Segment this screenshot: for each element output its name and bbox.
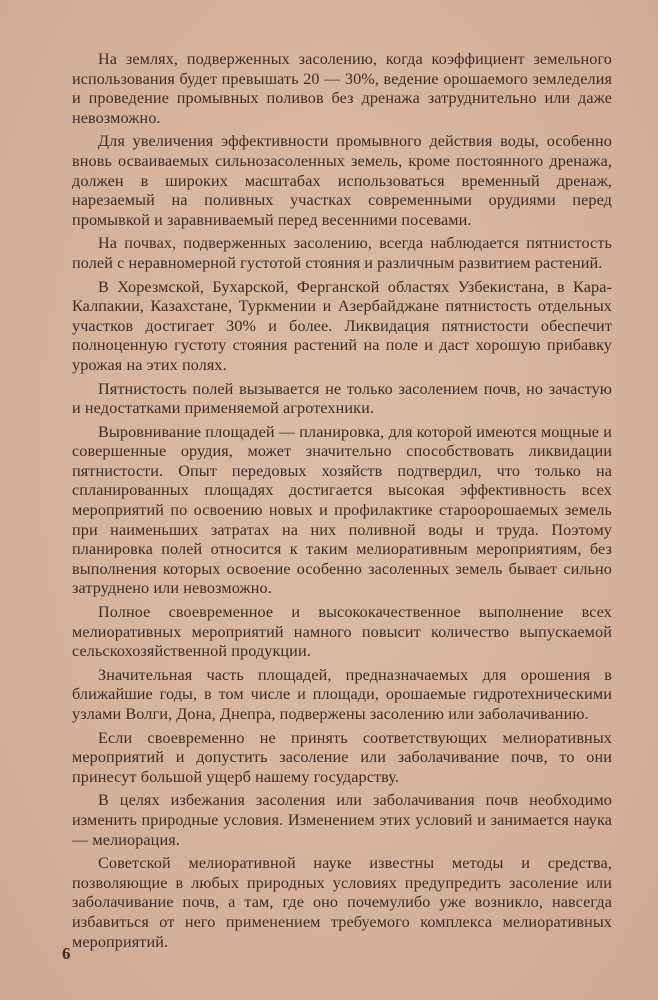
body-text bbox=[72, 50, 612, 952]
paragraph-2: Для увеличения эффективности промывного действия воды, особенно вновь осваиваемых сильнозасоленных земель, кроме постоянного дренажа, должен в широких масштабах использоваться временный дренаж, нарезаемый на поливных участках современными орудиями перед промывкой и заравниваемый перед весенними посевами. bbox=[72, 132, 612, 229]
paragraph-6: Выровнивание площадей — планировка, для которой имеются мощные и совершенные орудия, может значительно способствовать ликвидации пятнистости. Опыт передовых хозяйств подтвердил, что только на спланированных площадях достигается высокая эффективность всех мероприятий по освоению новых и профилактике староорошаемых земель при наименьших затратах на них поливной воды и труда. Поэтому планировка полей относится к таким мелиоративным мероприятиям, без выполнения которых освоение особенно засоленных земель бывает сильно затруднено или невозможно. bbox=[72, 422, 612, 598]
paragraph-4: В Хорезмской, Бухарской, Ферганской областях Узбекистана, в Кара-Калпакии, Казахстане, Туркмении и Азербайджане пятнистость отдельных участков достигает 30% и более. Ликвидация пятнистости обеспечит полноценную густоту стояния растений на поле и даст хорошую прибавку урожая на этих полях. bbox=[72, 277, 612, 374]
paragraph-9: Если своевременно не принять соответствующих мелиоративных мероприятий и допустить засоление или заболачивание почв, то они принесут большой ущерб нашему государству. bbox=[72, 728, 612, 786]
paragraph-3: На почвах, подверженных засолению, всегда наблюдается пятнистость полей с неравномерной густотой стояния и различным развитием растений. bbox=[72, 234, 612, 272]
paragraph-1: На землях, подверженных засолению, когда коэффициент земельного использования будет превышать 20 — 30%, ведение орошаемого земледелия и проведение промывных поливов без дренажа затруднительно или даже невозможно. bbox=[72, 50, 612, 127]
paragraph-11: Советской мелиоративной науке известны методы и средства, позволяющие в любых природных условиях предупредить засоление или заболачивание почв, а там, где оно почемулибо уже возникло, навсегда избавиться от него применением требуемого комплекса мелиоративных мероприятий. bbox=[72, 854, 612, 951]
paragraph-8: Значительная часть площадей, предназначаемых для орошения в ближайшие годы, в том числе и площади, орошаемые гидротехническими узлами Волги, Дона, Днепра, подвержены засолению или заболачиванию. bbox=[72, 665, 612, 723]
paragraph-5: Пятнистость полей вызывается не только засолением почв, но зачастую и недостатками применяемой агротехники. bbox=[72, 379, 612, 418]
paragraph-7: Полное своевременное и высококачественное выполнение всех мелиоративных мероприятий намного повысит количество выпускаемой сельскохозяйственной продукции. bbox=[72, 603, 612, 661]
page-number: 6 bbox=[62, 944, 71, 963]
paragraph-10: В целях избежания засоления или заболачивания почв необходимо изменить природные условия. Изменением этих условий и занимается наука — мелиорация. bbox=[72, 791, 612, 849]
